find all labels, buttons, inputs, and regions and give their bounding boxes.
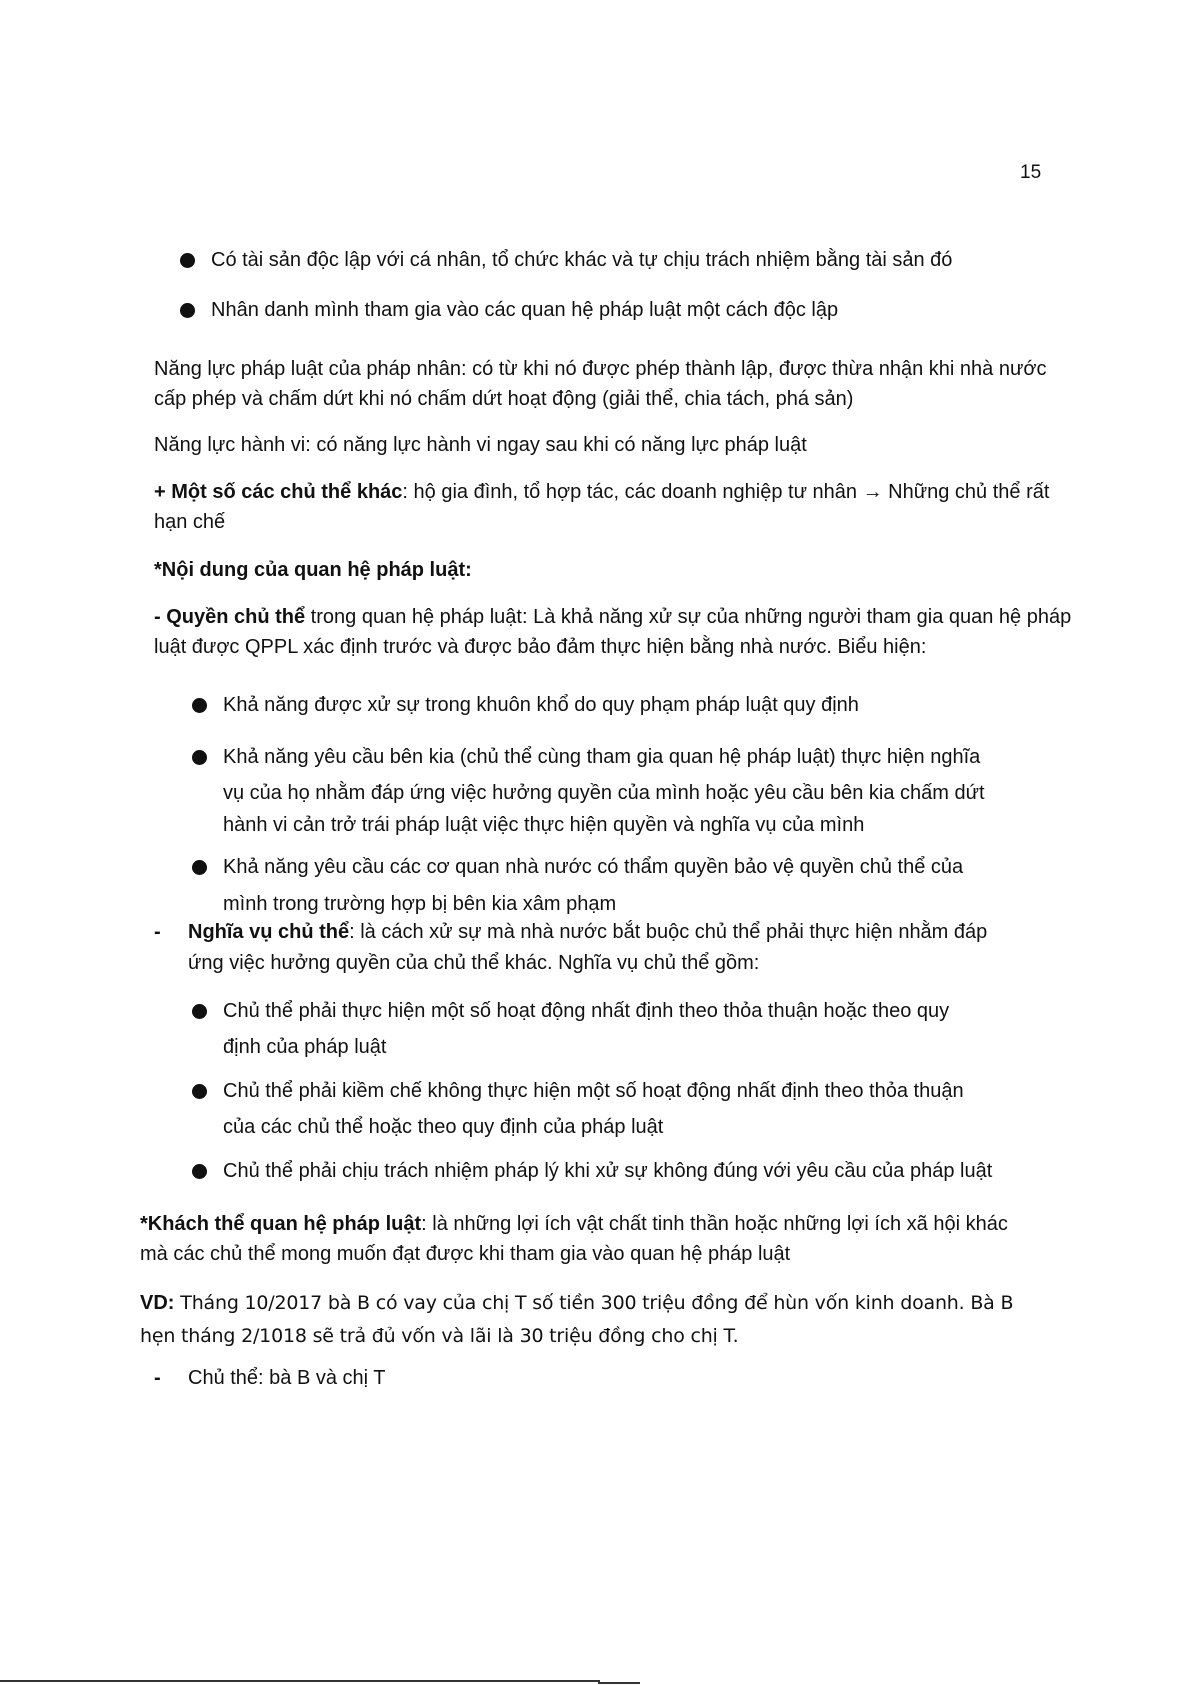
quyen-chu-the-text: trong quan hệ pháp luật: Là khả năng xử sự của những người tham gia quan hệ pháp luật được QPPL xác định trước và được bảo đảm thực hiện bằng nhà nước. Biểu hiện: <box>154 606 1072 658</box>
list-item-text: Khả năng yêu cầu bên kia (chủ thể cùng tham gia quan hệ pháp luật) thực hiện nghĩa <box>223 746 981 768</box>
bottom-divider <box>0 1680 600 1682</box>
list-item-text: Khả năng yêu cầu các cơ quan nhà nước có thẩm quyền bảo vệ quyền chủ thể của <box>223 856 964 878</box>
list-item-text: Chủ thể phải thực hiện một số hoạt động nhất định theo thỏa thuận hoặc theo quy <box>223 1000 950 1022</box>
bullet-icon <box>192 698 207 713</box>
page-number: 15 <box>1020 162 1042 183</box>
vd-text: Tháng 10/2017 bà B có vay của chị T số tiền 300 triệu đồng để hùn vốn kinh doanh. Bà B hẹn tháng 2/1018 sẽ trả đủ vốn và lãi là 30 triệu đồng cho chị T. <box>140 1292 1014 1347</box>
list-item-continuation: định của pháp luật <box>223 1036 387 1058</box>
section-heading <box>154 555 1074 585</box>
quyen-chu-the-label: - Quyền chủ thể <box>154 606 306 628</box>
nghia-vu-line-2: ứng việc hưởng quyền của chủ thể khác. Nghĩa vụ chủ thể gồm: <box>188 952 760 974</box>
noi-dung-heading: *Nội dung của quan hệ pháp luật: <box>154 559 472 581</box>
list-item-continuation: vụ của họ nhằm đáp ứng việc hưởng quyền của mình hoặc yêu cầu bên kia chấm dứt <box>223 782 985 804</box>
dash-marker: - <box>154 921 161 943</box>
chu-the-khac-text: : hộ gia đình, tổ hợp tác, các doanh nghiệp tư nhân → Những chủ thể rất hạn chế <box>154 481 1050 533</box>
dash-marker: - <box>154 1367 161 1389</box>
list-item-text: Chủ thể phải kiềm chế không thực hiện một số hoạt động nhất định theo thỏa thuận <box>223 1080 964 1102</box>
vd-label: VD: <box>140 1292 175 1314</box>
list-item-continuation: hành vi cản trở trái pháp luật việc thực hiện quyền và nghĩa vụ của mình <box>223 814 865 836</box>
bullet-icon <box>192 1084 207 1099</box>
list-item-text: Có tài sản độc lập với cá nhân, tổ chức khác và tự chịu trách nhiệm bằng tài sản đó <box>211 249 953 271</box>
paragraph-nang-luc-phap-luat: Năng lực pháp luật của pháp nhân: có từ khi nó được phép thành lập, được thừa nhận khi nhà nước cấp phép và chấm dứt khi nó chấm dứt hoạt động (giải thể, chia tách, phá sản) <box>154 358 1047 410</box>
paragraph-nang-luc-hanh-vi: Năng lực hành vi: có năng lực hành vi ngay sau khi có năng lực pháp luật <box>154 434 807 456</box>
bullet-icon <box>180 303 195 318</box>
bullet-icon <box>192 1004 207 1019</box>
khach-the-label: *Khách thể quan hệ pháp luật <box>140 1213 422 1235</box>
list-item-continuation: của các chủ thể hoặc theo quy định của pháp luật <box>223 1116 664 1138</box>
chu-the-vd-text: Chủ thể: bà B và chị T <box>188 1367 386 1389</box>
khach-the-text: : là những lợi ích vật chất tinh thần hoặc những lợi ích xã hội khác mà các chủ thể mong muốn đạt được khi tham gia vào quan hệ pháp luật <box>140 1213 1008 1265</box>
paragraph-khach-the <box>140 1209 1040 1269</box>
chu-the-khac-label: + Một số các chủ thể khác <box>154 481 403 503</box>
list-item-text: Chủ thể phải chịu trách nhiệm pháp lý khi xử sự không đúng với yêu cầu của pháp luật <box>223 1160 993 1182</box>
list-item-continuation: mình trong trường hợp bị bên kia xâm phạm <box>223 893 617 915</box>
nghia-vu-line-1 <box>188 917 1068 948</box>
bullet-icon <box>192 860 207 875</box>
list-item-text: Nhân danh mình tham gia vào các quan hệ pháp luật một cách độc lập <box>211 299 839 321</box>
bullet-icon <box>192 1164 207 1179</box>
bullet-icon <box>180 253 195 268</box>
bullet-icon <box>192 750 207 765</box>
nghia-vu-label: Nghĩa vụ chủ thể <box>188 921 350 943</box>
paragraph-chu-the-khac <box>154 477 1074 537</box>
list-item-text: Khả năng được xử sự trong khuôn khổ do quy phạm pháp luật quy định <box>223 694 859 716</box>
paragraph-quyen-chu-the <box>154 602 1074 662</box>
paragraph-vd <box>140 1287 1040 1353</box>
bottom-divider-segment <box>598 1682 640 1684</box>
nghia-vu-text: : là cách xử sự mà nhà nước bắt buộc chủ thể phải thực hiện nhằm đáp <box>349 921 988 943</box>
